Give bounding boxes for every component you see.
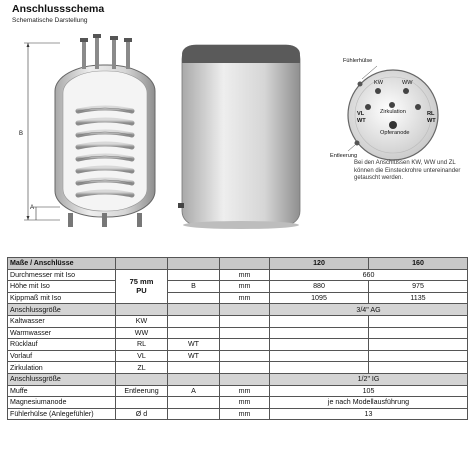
dim-label-a: A (30, 205, 35, 211)
label-entleerung: Entleerung (330, 153, 358, 159)
table-row (8, 269, 468, 281)
row-value: 660 (270, 269, 468, 281)
row-label: Zirkulation (8, 362, 116, 374)
row-code: A (168, 385, 220, 397)
row-value: 13 (270, 408, 468, 420)
row-label: Vorlauf (8, 350, 116, 362)
row-label: Warmwasser (8, 327, 116, 339)
row-label: Rücklauf (8, 339, 116, 351)
row-unit: mm (220, 408, 270, 420)
table-row (8, 327, 468, 339)
row-unit: mm (220, 281, 270, 293)
dim-label-b: B (19, 131, 24, 137)
closed-tank-drawing (178, 45, 300, 229)
table-row (8, 339, 468, 351)
label-ww: WW (402, 80, 413, 86)
page-title: Anschlussschema (12, 3, 105, 15)
row-label: Magnesiumanode (8, 397, 116, 409)
label-wt-left: WT (357, 118, 366, 124)
row-value: 1/2" IG (270, 373, 468, 385)
row-sub: Entleerung (116, 385, 168, 397)
row-label: Muffe (8, 385, 116, 397)
table-row (8, 385, 468, 397)
row-value: 105 (270, 385, 468, 397)
row-unit: mm (220, 292, 270, 304)
row-sub: Ø d (116, 408, 168, 420)
label-kw: KW (374, 80, 384, 86)
table-section-row (8, 304, 468, 316)
connection-schematic (0, 25, 470, 255)
row-label: Kippmaß mit Iso (8, 292, 116, 304)
table-row (8, 292, 468, 304)
table-row (8, 397, 468, 409)
table-header-row (8, 258, 468, 270)
row-code: RL (116, 339, 168, 351)
iso-group-cell (116, 269, 168, 304)
row-value-160: 1135 (369, 292, 468, 304)
row-value-120: 880 (270, 281, 369, 293)
label-fuehlerhuelse: Fühlerhülse (343, 58, 373, 64)
page-subtitle: Schematische Darstellung (12, 17, 88, 24)
table-row (8, 350, 468, 362)
table-row (8, 281, 468, 293)
label-rl: RL (427, 111, 435, 117)
table-section-row (8, 373, 468, 385)
row-value-120: 1095 (270, 292, 369, 304)
iso-thickness: 75 mm (129, 277, 154, 287)
label-zirkulation: Zirkulation (380, 109, 406, 115)
iso-material: PU (136, 286, 147, 296)
row-extra: WT (168, 350, 220, 362)
row-label: Anschlussgröße (8, 373, 116, 385)
row-value: 3/4" AG (270, 304, 468, 316)
row-label: Fühlerhülse (Anlegefühler) (8, 408, 116, 420)
cutaway-tank-drawing (24, 34, 155, 227)
label-opferanode: Opferanode (380, 130, 410, 136)
row-unit: mm (220, 269, 270, 281)
row-label: Anschlussgröße (8, 304, 116, 316)
header-model-160: 160 (369, 258, 468, 270)
row-extra: WT (168, 339, 220, 351)
row-unit: mm (220, 397, 270, 409)
row-label: Höhe mit Iso (8, 281, 116, 293)
header-model-120: 120 (270, 258, 369, 270)
interchange-note: Bei den Anschlüssen KW, WW und ZL können die Einsteckrohre untereinander getauscht werden. (354, 160, 461, 181)
label-wt-right: WT (427, 118, 436, 124)
row-label: Durchmesser mit Iso (8, 269, 116, 281)
table-row (8, 408, 468, 420)
row-code: KW (116, 315, 168, 327)
row-code: B (168, 281, 220, 293)
row-code: WW (116, 327, 168, 339)
table-row (8, 362, 468, 374)
row-code: VL (116, 350, 168, 362)
table-row (8, 315, 468, 327)
row-label: Kaltwasser (8, 315, 116, 327)
specifications-table (7, 257, 468, 420)
row-value-160: 975 (369, 281, 468, 293)
row-value: je nach Modellausführung (270, 397, 468, 409)
header-label: Maße / Anschlüsse (8, 258, 116, 270)
row-code: ZL (116, 362, 168, 374)
label-vl: VL (357, 111, 365, 117)
row-unit: mm (220, 385, 270, 397)
